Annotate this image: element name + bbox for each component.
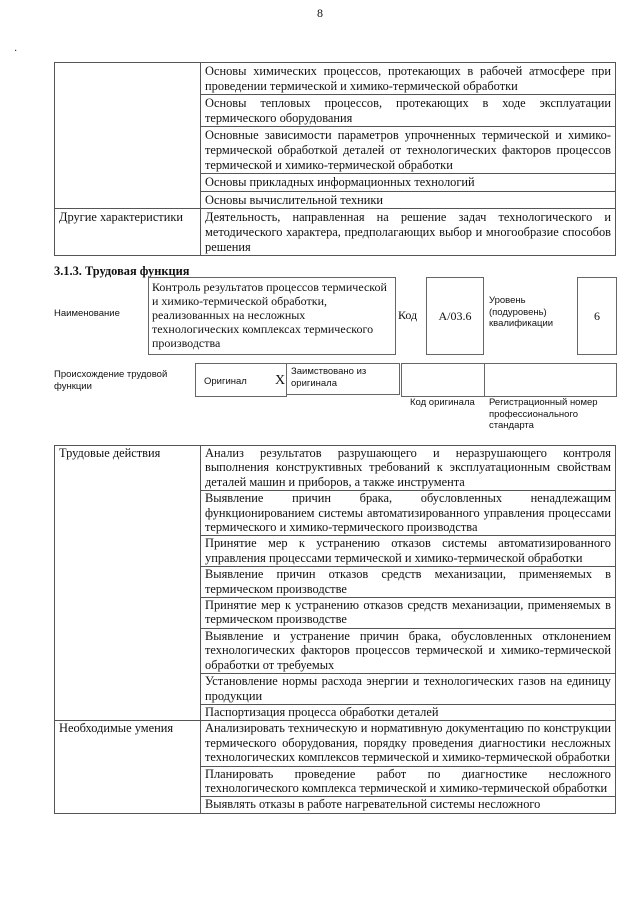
code-label: Код [398,308,418,322]
other-characteristics-label: Другие характеристики [55,209,201,256]
reg-number-box [484,363,617,397]
level-label: Уровень (подуровень) квалификации [489,295,554,329]
level-value: 6 [577,277,617,355]
knowledge-row: Основы тепловых процессов, протекающих в ходе эксплуатации термического оборудования [201,95,616,127]
skill-row: Планировать проведение работ по диагностике несложного технологического комплекса термической и химико-термической обработки [201,766,616,797]
code-value: A/03.6 [426,277,484,355]
function-name-box: Контроль результатов процессов термической и химико-термической обработки, реализованных на несложных технологических комплексах термического производства [148,277,396,355]
other-characteristics-text: Деятельность, направленная на решение задач технологического и методического характера, предполагающих выбор и многообразие способов решения [201,209,616,256]
original-label: Оригинал [204,376,247,387]
borrowed-label: Заимствовано из оригинала [286,363,400,395]
name-label: Наименование [54,308,120,319]
knowledge-table [54,62,616,256]
labor-actions-table [54,445,616,814]
action-row: Выявление причин отказов средств механизации, применяемых в термическом производстве [201,567,616,598]
action-row: Паспортизация процесса обработки деталей [201,704,616,720]
skill-row: Анализировать техническую и нормативную документацию по конструкции термического оборудования, порядку проведения диагностики несложных технологических комплексов термической и химико-термической обработки [201,721,616,766]
actions-label: Трудовые действия [55,446,201,721]
knowledge-row: Основы химических процессов, протекающих в рабочей атмосфере при проведении термической и химико-термической обработки [201,63,616,95]
code-original-box [401,363,485,397]
skill-row: Выявлять отказы в работе нагревательной системы несложного [201,797,616,813]
empty-label-cell [55,63,201,209]
knowledge-row: Основы вычислительной техники [201,191,616,209]
action-row: Выявление и устранение причин брака, обусловленных отклонением технологических факторов процессов термической и химико-термической обработки от требуемых [201,628,616,673]
skills-label: Необходимые умения [55,721,201,813]
code-original-label: Код оригинала [410,397,475,408]
action-row: Установление нормы расхода энергии и технологических газов на единицу продукции [201,674,616,705]
origin-label: Происхождение трудовой функции [54,369,168,392]
stray-mark: · [14,46,18,57]
knowledge-row: Основы прикладных информационных технологий [201,174,616,192]
original-mark: X [275,373,286,388]
action-row: Анализ результатов разрушающего и неразрушающего контроля выполнения конструктивных требований к эксплуатационным свойствам деталей машин и приборов, а также инструмента [201,446,616,491]
section-title: 3.1.3. Трудовая функция [54,264,190,278]
action-row: Принятие мер к устранению отказов системы автоматизированного управления процессами термической и химико-термической обработки [201,536,616,567]
origin-original-box [195,363,287,397]
knowledge-row: Основные зависимости параметров упрочненных термической и химико-термической обработкой деталей от технологических факторов процессов термической и химико-термической обработки [201,127,616,174]
action-row: Принятие мер к устранению отказов средств механизации, применяемых в термическом производстве [201,598,616,629]
page-number: 8 [317,6,323,20]
action-row: Выявление причин брака, обусловленных ненадлежащим функционированием системы автоматизированного управления процессами термического и химико-термического производства [201,491,616,536]
reg-number-label: Регистрационный номер профессионального стандарта [489,397,598,431]
